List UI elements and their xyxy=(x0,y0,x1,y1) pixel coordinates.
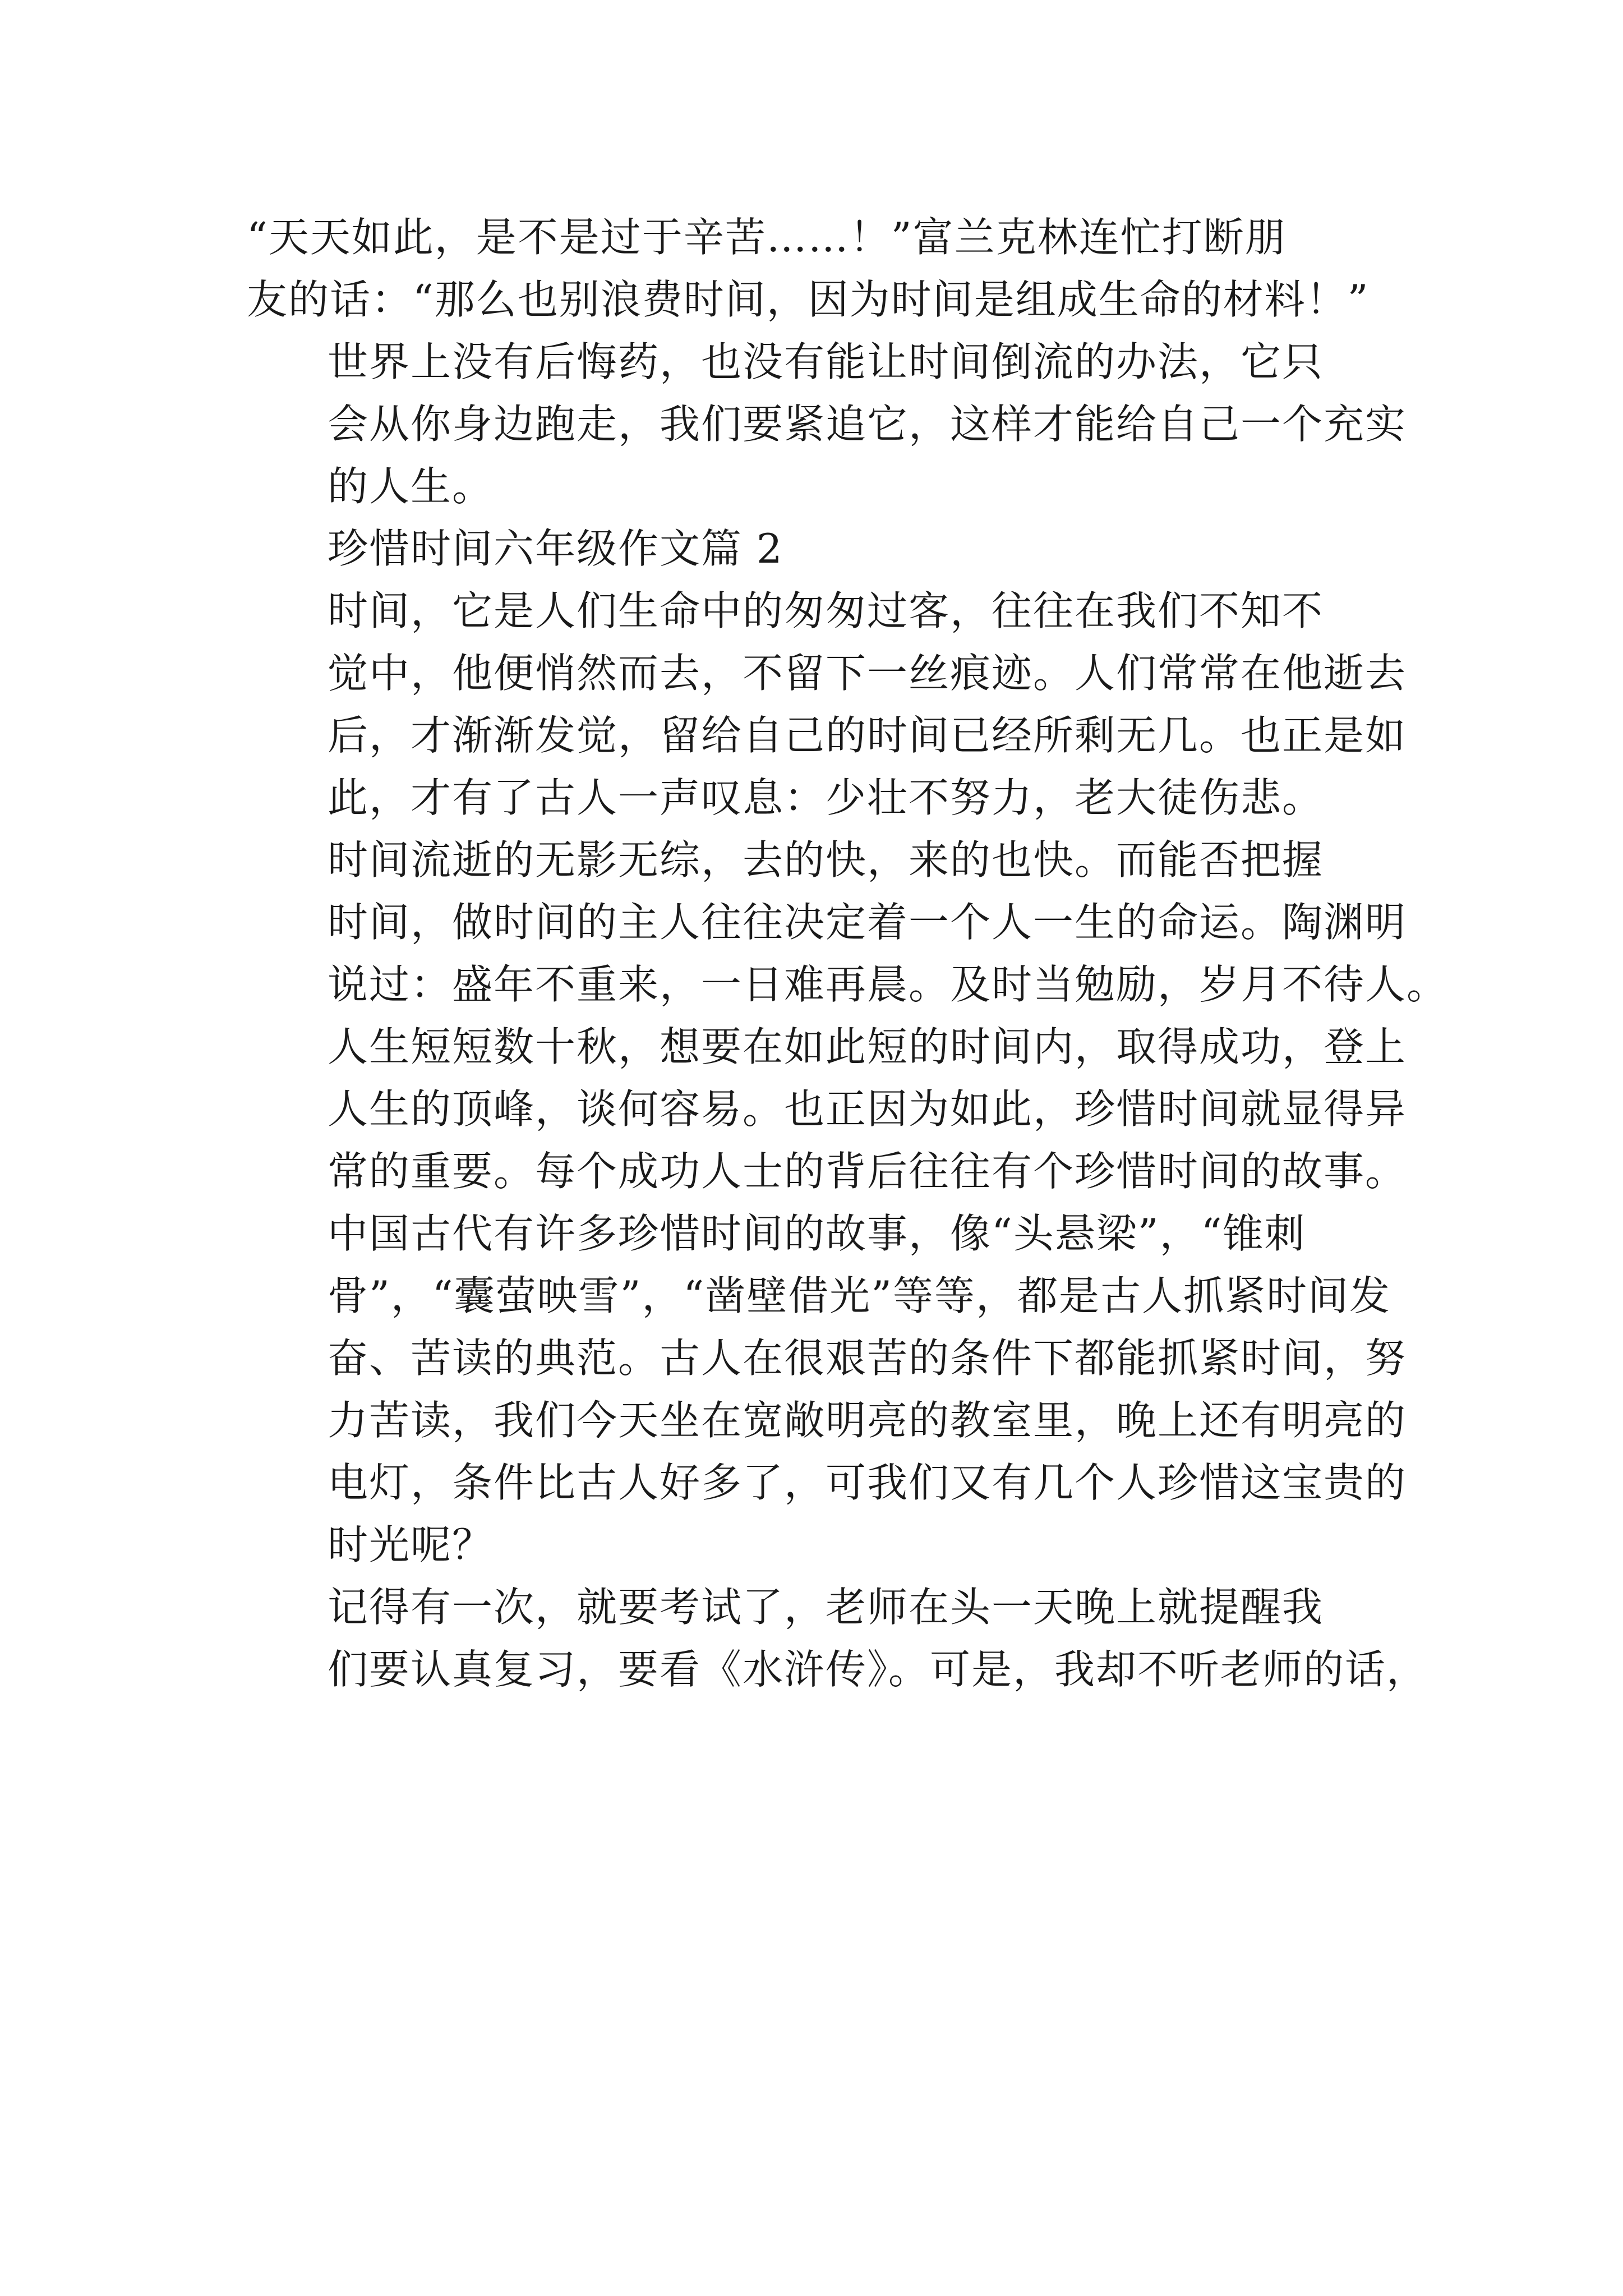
paragraph xyxy=(247,1203,1407,1576)
paragraph xyxy=(247,1576,1428,1701)
text-line: 们要认真复习，要看《水浒传》。可是，我却不听老师的话， xyxy=(328,1646,1428,1693)
document-page xyxy=(247,206,1449,1701)
paragraph xyxy=(247,829,1449,1203)
text-line: 中国古代有许多珍惜时间的故事，像“头悬梁”，“锥刺 xyxy=(328,1210,1306,1257)
text-line: 友的话：“那么也别浪费时间，因为时间是组成生命的材料！” xyxy=(247,276,1370,323)
text-line: 时间流逝的无影无综，去的快，来的也快。而能否把握 xyxy=(328,836,1324,884)
text-line: 后，才渐渐发觉，留给自己的时间已经所剩无几。也正是如 xyxy=(328,712,1407,759)
text-line: 时光呢？ xyxy=(328,1521,494,1568)
text-line: 人生短短数十秋，想要在如此短的时间内，取得成功，登上 xyxy=(328,1023,1407,1070)
text-line: 世界上没有后悔药，也没有能让时间倒流的办法，它只 xyxy=(328,338,1324,385)
text-line: 人生的顶峰，谈何容易。也正因为如此，珍惜时间就显得异 xyxy=(328,1085,1407,1133)
text-line: 的人生。 xyxy=(328,463,494,510)
text-line: 奋、苦读的典范。古人在很艰苦的条件下都能抓紧时间，努 xyxy=(328,1335,1407,1382)
text-line: 说过：盛年不重来，一日难再晨。及时当勉励，岁月不待人。 xyxy=(328,961,1449,1008)
text-line: 会从你身边跑走，我们要紧追它，这样才能给自己一个充实 xyxy=(328,401,1407,448)
paragraph xyxy=(247,331,1407,518)
text-line: 常的重要。每个成功人士的背后往往有个珍惜时间的故事。 xyxy=(328,1148,1407,1195)
text-line: 电灯，条件比古人好多了，可我们又有几个人珍惜这宝贵的 xyxy=(328,1459,1407,1506)
paragraph xyxy=(247,206,1391,331)
text-line: 此，才有了古人一声叹息：少壮不努力，老大徒伤悲。 xyxy=(328,774,1324,821)
text-line: “天天如此，是不是过于辛苦……！”富兰克林连忙打断朋 xyxy=(247,214,1287,261)
paragraph xyxy=(247,518,1391,580)
text-line: 觉中，他便悄然而去，不留下一丝痕迹。人们常常在他逝去 xyxy=(328,650,1407,697)
paragraph xyxy=(247,580,1407,829)
text-line: 珍惜时间六年级作文篇 2 xyxy=(328,525,783,572)
text-line: 时间，做时间的主人往往决定着一个人一生的命运。陶渊明 xyxy=(328,899,1407,946)
text-line: 骨”，“囊萤映雪”，“凿壁借光”等等，都是古人抓紧时间发 xyxy=(328,1272,1391,1319)
text-line: 记得有一次，就要考试了，老师在头一天晚上就提醒我 xyxy=(328,1584,1324,1631)
text-line: 时间，它是人们生命中的匆匆过客，往往在我们不知不 xyxy=(328,587,1324,634)
text-line: 力苦读，我们今天坐在宽敞明亮的教室里，晚上还有明亮的 xyxy=(328,1397,1407,1444)
